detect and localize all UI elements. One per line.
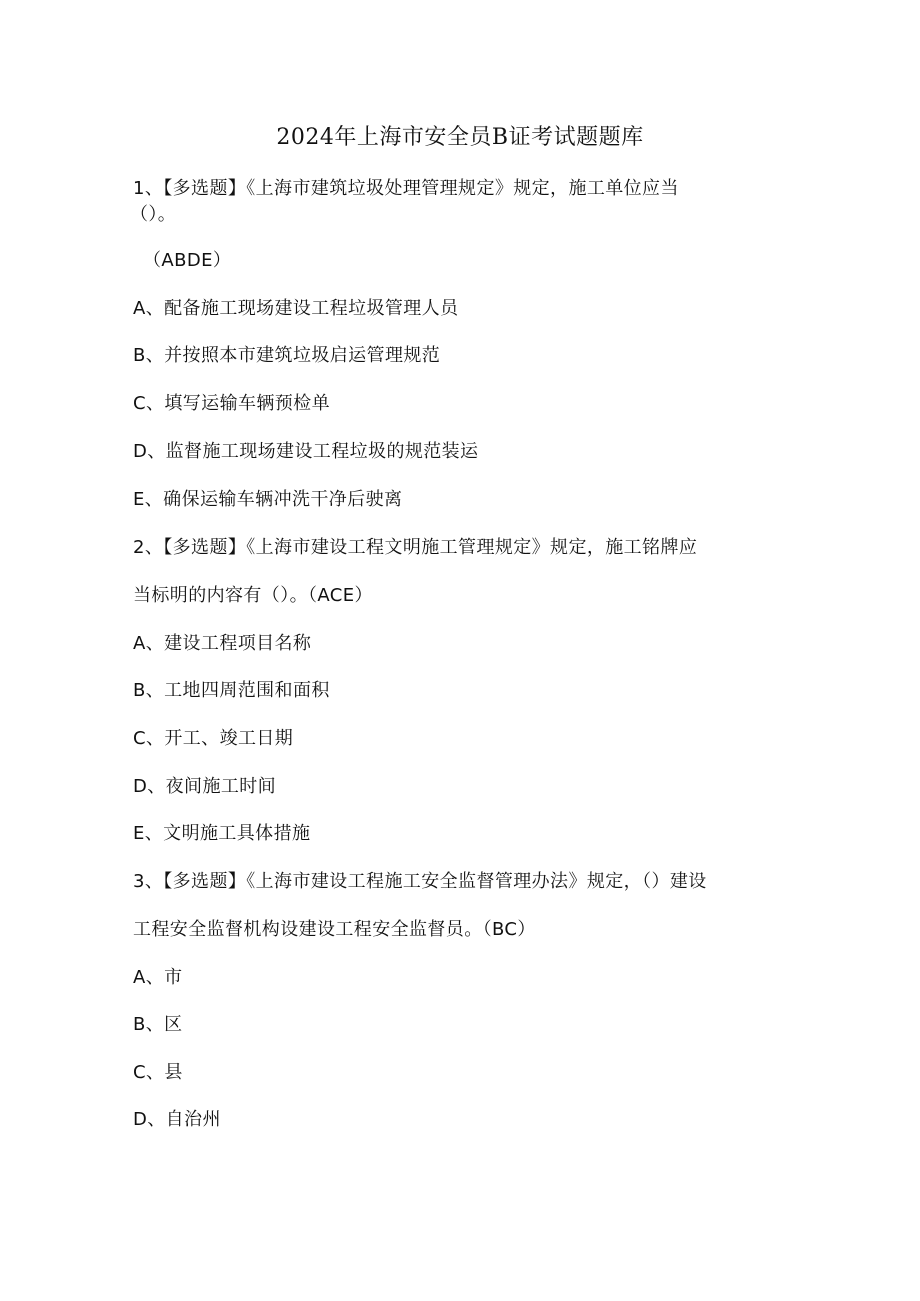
page-title: 2024年上海市安全员B证考试题题库 xyxy=(276,125,644,150)
question-2-option-b: B、工地四周范围和面积 xyxy=(133,680,330,701)
question-3-stem-line1: 3、【多选题】《上海市建设工程施工安全监督管理办法》规定，（）建设 xyxy=(133,871,707,892)
question-3-option-d: D、自治州 xyxy=(133,1109,221,1130)
question-2-stem-line1: 2、【多选题】《上海市建设工程文明施工管理规定》规定，施工铭牌应 xyxy=(133,537,698,558)
question-1-option-c: C、填写运输车辆预检单 xyxy=(133,393,330,414)
question-3-option-b: B、区 xyxy=(133,1014,183,1035)
question-3-option-a: A、市 xyxy=(133,967,183,988)
question-1-answer: （ABDE） xyxy=(143,250,232,271)
question-1-option-e: E、确保运输车辆冲洗干净后驶离 xyxy=(133,489,403,510)
question-3-stem-line2: 工程安全监督机构设建设工程安全监督员。（BC） xyxy=(133,919,536,940)
question-2-option-e: E、文明施工具体措施 xyxy=(133,823,311,844)
question-3-option-c: C、县 xyxy=(133,1062,183,1083)
question-1-option-b: B、并按照本市建筑垃圾启运管理规范 xyxy=(133,345,441,366)
question-1-stem-line2: （）。 xyxy=(130,204,177,225)
question-1-option-d: D、监督施工现场建设工程垃圾的规范装运 xyxy=(133,441,479,462)
question-1-stem-line1: 1、【多选题】《上海市建筑垃圾处理管理规定》规定，施工单位应当 xyxy=(133,178,679,199)
question-1-option-a: A、配备施工现场建设工程垃圾管理人员 xyxy=(133,298,459,319)
question-2-option-a: A、建设工程项目名称 xyxy=(133,633,312,654)
question-2-stem-line2: 当标明的内容有（）。（ACE） xyxy=(133,585,373,606)
question-2-option-c: C、开工、竣工日期 xyxy=(133,728,294,749)
question-2-option-d: D、夜间施工时间 xyxy=(133,776,277,797)
